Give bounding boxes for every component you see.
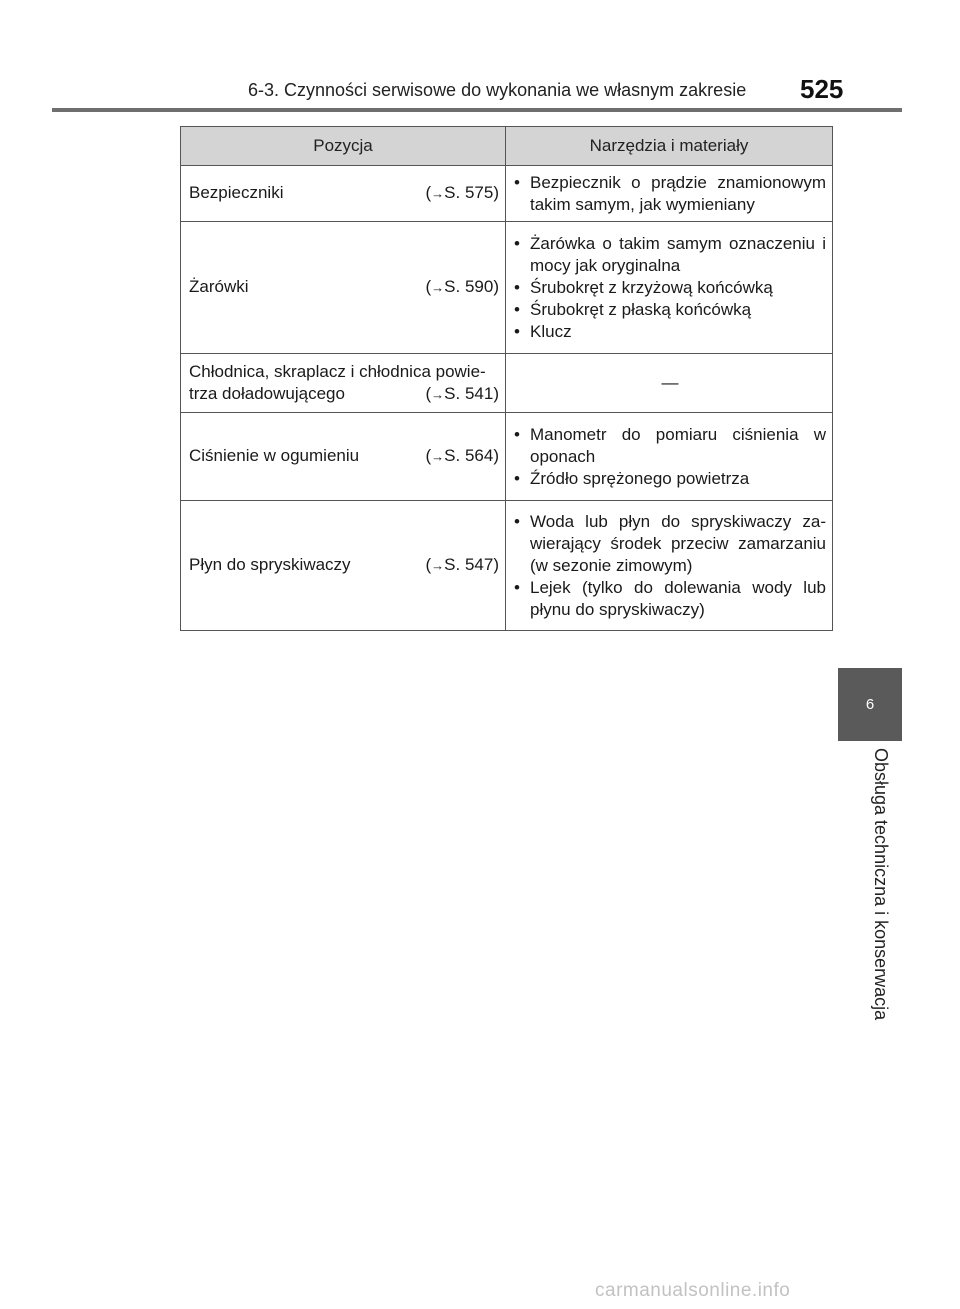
position-name-line: Chłodnica, skraplacz i chłodnica powie- (189, 361, 486, 381)
position-cell (181, 166, 506, 222)
watermark: carmanualsonline.info (595, 1280, 791, 1301)
column-header-tools: Narzędzia i materiały (506, 127, 833, 166)
position-name: Bezpieczniki (189, 183, 284, 202)
tools-cell (506, 501, 833, 631)
position-name: Ciśnienie w ogumieniu (189, 446, 360, 465)
table-row (181, 501, 833, 631)
page-number: 525 (800, 74, 844, 104)
bullet-icon: • (514, 424, 520, 444)
table-row (181, 354, 833, 413)
arrow-right-icon: → (431, 186, 445, 201)
arrow-right-icon: → (431, 558, 445, 573)
list-item: • Manometr do pomiaru ciśnienia w oponach (514, 424, 826, 466)
table-row (181, 413, 833, 501)
list-item: • Śrubokręt z płaską końcówką (514, 299, 752, 319)
table-row (181, 166, 833, 222)
chapter-title: Obsługa techniczna i konserwacja (871, 748, 891, 1021)
position-name: Płyn do spryskiwaczy (189, 555, 351, 574)
bullet-icon: • (514, 277, 520, 297)
bullet-icon: • (514, 511, 520, 531)
position-cell (181, 413, 506, 501)
table-row (181, 222, 833, 354)
maintenance-table (180, 126, 833, 631)
page-reference[interactable]: (→S. 575) (425, 183, 499, 202)
bullet-icon: • (514, 321, 520, 341)
header-divider (52, 108, 902, 112)
arrow-right-icon: → (431, 449, 445, 464)
bullet-icon: • (514, 468, 520, 488)
bullet-icon: • (514, 233, 520, 253)
tools-cell (506, 222, 833, 354)
position-name: trza doładowującego (189, 383, 345, 403)
list-item: • Woda lub płyn do spryskiwaczy za- wierający środek przeciw zamarzaniu (w sezonie zimowym) (514, 511, 826, 575)
tools-cell-empty: — (506, 354, 833, 413)
position-cell (181, 501, 506, 631)
list-item: • Śrubokręt z krzyżową końcówką (514, 277, 773, 297)
bullet-icon: • (514, 577, 520, 597)
table-header-row (181, 127, 833, 166)
arrow-right-icon: → (431, 386, 445, 402)
page-header (0, 74, 900, 104)
chapter-number: 6 (865, 696, 875, 713)
position-name: Żarówki (189, 277, 249, 296)
page-reference[interactable]: (→S. 564) (425, 446, 499, 465)
list-item: • Lejek (tylko do dolewania wody lub płynu do spryskiwaczy) (514, 577, 826, 619)
tools-cell (506, 413, 833, 501)
list-item: • Klucz (514, 321, 572, 341)
tools-cell (506, 166, 833, 222)
chapter-tab[interactable] (838, 668, 902, 741)
position-cell (181, 354, 506, 413)
position-cell (181, 222, 506, 354)
list-item: • Źródło sprężonego powietrza (514, 468, 750, 488)
section-title: 6-3. Czynności serwisowe do wykonania we własnym zakresie (248, 80, 747, 100)
page-reference[interactable]: (→S. 590) (425, 277, 499, 296)
page-reference[interactable]: (→S. 547) (425, 555, 499, 574)
column-header-position: Pozycja (181, 127, 506, 166)
page-reference[interactable]: (→S. 541) (425, 383, 499, 403)
arrow-right-icon: → (431, 280, 445, 295)
bullet-icon: • (514, 299, 520, 319)
list-item: • Bezpiecznik o prądzie znamionowym takim samym, jak wymieniany (514, 172, 826, 214)
list-item: • Żarówka o takim samym oznaczeniu i mocy jak oryginalna (514, 233, 826, 275)
bullet-icon: • (514, 172, 520, 192)
